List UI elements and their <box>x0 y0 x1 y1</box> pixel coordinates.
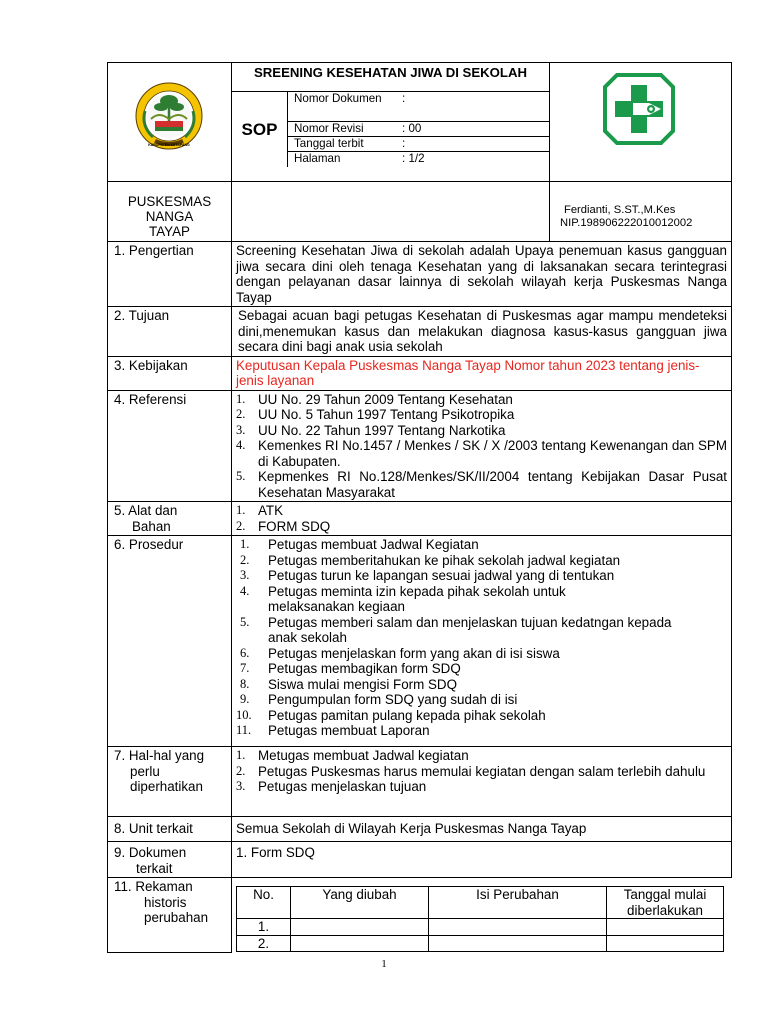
label-unit-terkait: 8. Unit terkait <box>108 817 232 842</box>
list-item: 1. Metugas membuat Jadwal kegiatan <box>236 748 469 763</box>
institution-name-cell <box>108 182 232 242</box>
sop-block <box>232 91 549 167</box>
list-item: 7. Petugas membagikan form SDQ <box>240 661 461 676</box>
signer-nip: NIP.198906222010012002 <box>560 217 693 229</box>
sop-field-nomor-dokumen: Nomor Dokumen : <box>288 92 549 122</box>
list-item: 3. UU No. 22 Tahun 1997 Tentang Narkotika <box>236 422 506 438</box>
list-item: 3. Petugas menjelaskan tujuan <box>236 779 427 794</box>
label-referensi: 4. Referensi <box>108 390 232 502</box>
table-header: Tanggal mulai diberlakukan <box>607 887 724 919</box>
puskesmas-logo <box>603 73 731 145</box>
list-item: 6. Petugas menjelaskan form yang akan di isi siswa <box>240 645 560 661</box>
signer-cell <box>550 182 732 242</box>
rekaman-table <box>236 886 724 952</box>
list-item: 11. Petugas membuat Laporan <box>236 723 430 738</box>
text-kebijakan: Keputusan Kepala Puskesmas Nanga Tayap Nomor tahun 2023 tentang jenis-jenis layanan <box>232 356 732 390</box>
list-item: 2. Petugas Puskesmas harus memulai kegiatan dengan salam terlebih dahulu <box>236 763 706 779</box>
regency-logo-cell <box>108 63 232 182</box>
text-tujuan: Sebagai acuan bagi petugas Kesehatan di Puskesmas agar mampu mendeteksi dini,menemukan kasus dan melakukan diagnosa kasus-kasus gangguan jiwa secara dini bagi anak usia sekolah <box>232 307 732 357</box>
sop-field-nomor-revisi: Nomor Revisi : 00 <box>288 122 549 137</box>
sop-fields <box>288 92 549 167</box>
health-logo-cell <box>550 63 732 182</box>
list-hal-perhatian <box>232 747 732 817</box>
list-item: 2. UU No. 5 Tahun 1997 Tentang Psikotropika <box>236 407 515 422</box>
text-pengertian: Screening Kesehatan Jiwa di sekolah adalah Upaya penemuan kasus gangguan jiwa secara dini oleh tenaga Kesehatan yang di laksanakan secara terintegrasi dengan pelayanan dasar lainnya di sekolah wilayah kerja Puskesmas Nanga Tayap <box>232 242 732 307</box>
list-item: 4. Petugas meminta izin kepada pihak sekolah untuk melaksanakan kegiaan <box>240 583 566 614</box>
list-item: 3. Petugas turun ke lapangan sesuai jadwal yang di tentukan <box>240 568 615 583</box>
list-item: 8. Siswa mulai mengisi Form SDQ <box>240 676 457 692</box>
sop-table <box>107 62 732 953</box>
institution-name-line2: NANGA <box>145 209 194 224</box>
label-kebijakan: 3. Kebijakan <box>108 356 232 390</box>
label-pengertian: 1. Pengertian <box>108 242 232 307</box>
institution-name-line3: TAYAP <box>149 224 190 239</box>
title-cell <box>232 63 550 182</box>
list-item: 1. Petugas membuat Jadwal Kegiatan <box>240 537 479 552</box>
regency-logo-text: KABUPATEN KETAPANG <box>148 143 190 147</box>
sop-document <box>107 62 731 951</box>
sop-field-tanggal-terbit: Tanggal terbit : <box>288 137 549 152</box>
list-item: 2. FORM SDQ <box>236 518 331 534</box>
institution-name-line1: PUSKESMAS <box>127 194 212 209</box>
list-alat-bahan <box>232 502 732 536</box>
document-title: SREENING KESEHATAN JIWA DI SEKOLAH <box>253 65 528 80</box>
table-row: 1. <box>237 919 724 936</box>
list-item: 10. Petugas pamitan pulang kepada pihak sekolah <box>236 707 546 723</box>
list-item: 9. Pengumpulan form SDQ yang sudah di isi <box>240 692 518 707</box>
list-item: 4. Kemenkes RI No.1457 / Menkes / SK / X /2003 tentang Kewenangan dan SPM di Kabupaten. <box>236 438 727 469</box>
text-dokumen-terkait: 1. Form SDQ <box>232 842 732 878</box>
list-item: 5. Kepmenkes RI No.128/Menkes/SK/II/2004 tentang Kebijakan Dasar Pusat Kesehatan Masyarakat <box>236 469 727 500</box>
text-unit-terkait: Semua Sekolah di Wilayah Kerja Puskesmas Nanga Tayap <box>232 817 732 842</box>
rekaman-table-cell <box>232 878 732 953</box>
table-header: No. <box>237 887 291 919</box>
list-item: 1. ATK <box>236 503 284 518</box>
label-rekaman-historis: 11. Rekaman historis perubahan <box>108 878 232 953</box>
table-header: Isi Perubahan <box>429 887 607 919</box>
label-tujuan: 2. Tujuan <box>108 307 232 357</box>
empty-cell <box>232 182 550 242</box>
label-prosedur: 6. Prosedur <box>108 536 232 747</box>
list-item: 2. Petugas memberitahukan ke pihak sekolah jadwal kegiatan <box>240 552 621 568</box>
list-item: 1. UU No. 29 Tahun 2009 Tentang Kesehatan <box>236 391 513 407</box>
regency-logo <box>133 81 205 151</box>
list-referensi <box>232 390 732 502</box>
sop-label: SOP <box>232 92 288 167</box>
table-header: Yang diubah <box>291 887 429 919</box>
table-row: 2. <box>237 935 724 952</box>
label-dokumen-terkait: 9. Dokumen terkait <box>108 842 232 878</box>
list-item: 5. Petugas memberi salam dan menjelaskan tujuan kedatngan kepada anak sekolah <box>240 614 672 645</box>
sop-field-halaman: Halaman : 1/2 <box>294 152 425 165</box>
signer-name: Ferdianti, S.ST.,M.Kes <box>564 204 676 216</box>
label-alat-bahan: 5. Alat dan Bahan <box>108 502 232 536</box>
label-hal-perhatian: 7. Hal-hal yang perlu diperhatikan <box>108 747 232 817</box>
list-prosedur <box>232 536 732 747</box>
page-number: 1 <box>381 958 387 970</box>
